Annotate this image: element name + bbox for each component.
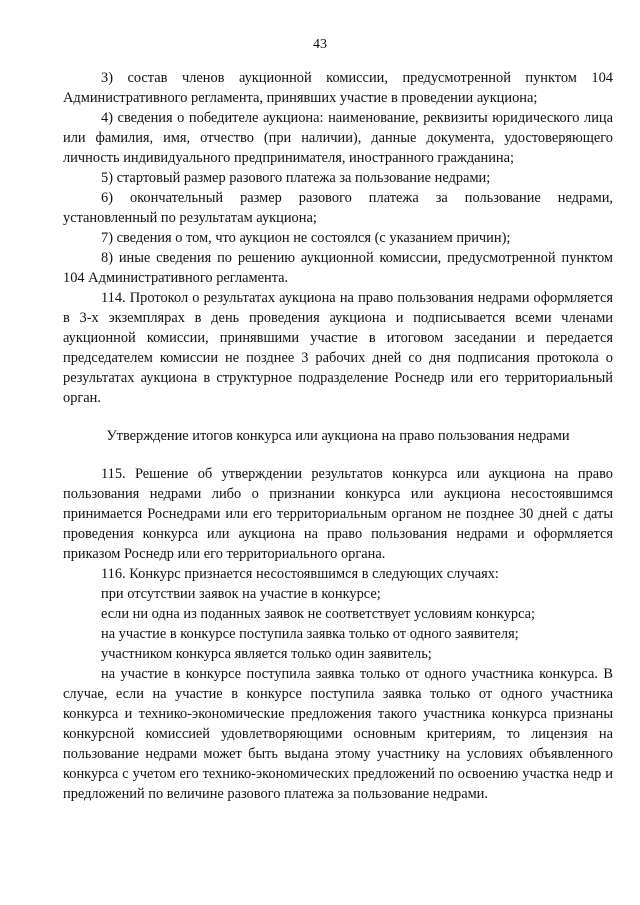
case-single-applicant: участником конкурса является только один заявитель; [101,646,432,662]
clause-8: 8) иные сведения по решению аукционной комиссии, предусмотренной пунктом 104 Административного регламента. [63,250,613,286]
item-115: 115. Решение об утверждении результатов конкурса или аукциона на право пользования недрами либо о признании конкурса или аукциона несостоявшимся принимается Роснедрами или его территориальным органом не позднее 30 дней с даты проведения конкурса или аукциона на право пользования недрами и оформляется приказом Роснедр или его территориального органа. [63,466,613,562]
case-no-compliant-applications: если ни одна из поданных заявок не соответствует условиям конкурса; [101,606,536,622]
clause-5: 5) стартовый размер разового платежа за пользование недрами; [101,170,491,186]
clause-3: 3) состав членов аукционной комиссии, предусмотренной пунктом 104 Административного регламента, принявших участие в проведении аукциона; [63,70,613,106]
case-no-applications: при отсутствии заявок на участие в конкурсе; [101,586,381,602]
clause-4: 4) сведения о победителе аукциона: наименование, реквизиты юридического лица или фамилия, имя, отчество (при наличии), данные документа, удостоверяющего личность индивидуального предпринимателя, иностранного гражданина; [63,110,613,166]
item-114: 114. Протокол о результатах аукциона на право пользования недрами оформляется в 3-х экземплярах в день проведения аукциона и подписывается всеми членами аукционной комиссии, принявшими участие в итоговом заседании и передается председателем комиссии не позднее 3 рабочих дней со дня подписания протокола о результатах аукциона в структурное подразделение Роснедр или его территориальный орган. [63,290,613,406]
case-single-participant: на участие в конкурсе поступила заявка только от одного участника конкурса. В случае, если на участие в конкурсе поступила заявка только от одного участника конкурса и технико-экономические предложения такого участника конкурса признаны конкурсной комиссией удовлетворяющими основным критериям, то лицензия на пользование недрами может быть выдана этому участнику на условиях объявленного конкурса с учетом его технико-экономических предложений по освоению участка недр и предложений по величине разового платежа за пользование недрами. [63,666,613,802]
document-body [63,68,613,804]
clause-6: 6) окончательный размер разового платежа за пользование недрами, установленный по результатам аукциона; [63,190,613,226]
section-heading: Утверждение итогов конкурса или аукциона на право пользования недрами [106,428,570,444]
item-116: 116. Конкурс признается несостоявшимся в следующих случаях: [101,566,499,582]
clause-7: 7) сведения о том, что аукцион не состоялся (с указанием причин); [101,230,511,246]
page-number: 43 [313,37,327,52]
case-single-applicant-submission: на участие в конкурсе поступила заявка только от одного заявителя; [101,626,519,642]
